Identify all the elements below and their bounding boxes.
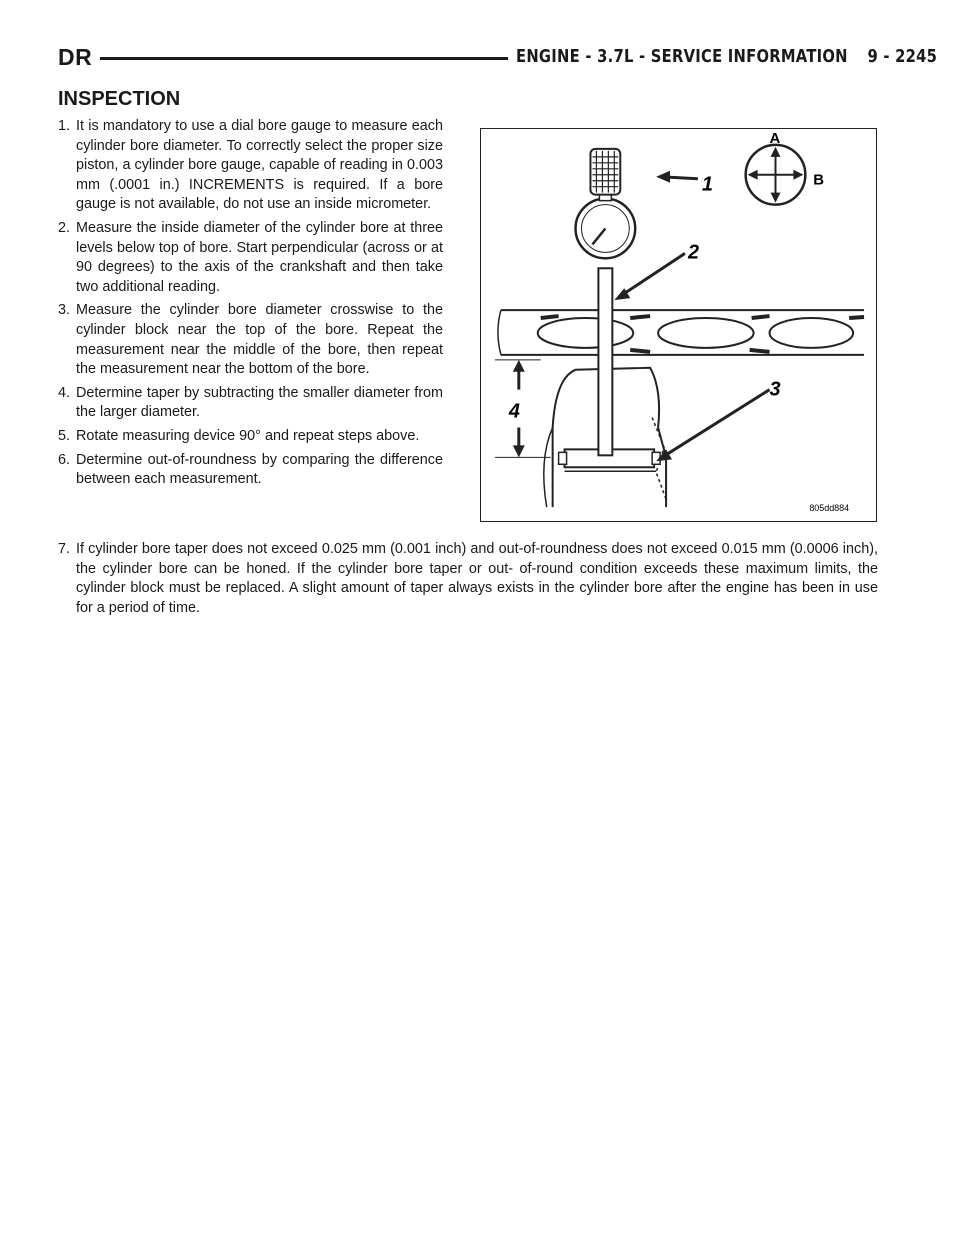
step-item (58, 451, 443, 490)
step-text: If cylinder bore taper does not exceed 0.025 mm (0.001 inch) and out-of-roundness does not exceed 0.015 mm (0.0006 inch), the cylinder bore can be honed. If the cylinder bore taper or out- of-round condition exceeds these maximum limits, the cylinder block must be replaced. A slight amount of taper always exists in the cylinder bore after the engine has been in use for a period of time. (76, 541, 878, 616)
header-page-number: 9 - 2245 (867, 46, 938, 67)
step-text: Determine out-of-roundness by comparing the difference between each measurement. (76, 451, 443, 488)
step-number: 7. (58, 541, 71, 557)
bore-gauge-figure (480, 128, 877, 522)
step-item (58, 427, 443, 447)
step-number: 6. (58, 451, 71, 468)
figure-label-b: B (813, 171, 825, 189)
callout-1: 1 (701, 173, 713, 196)
step-item (58, 301, 443, 379)
step-text: Determine taper by subtracting the smaller diameter from the larger diameter. (76, 384, 443, 421)
step-number: 4. (58, 384, 71, 401)
step-text: Measure the cylinder bore diameter crosswise to the cylinder block near the top of the bore. Repeat the measurement near the middle of the bore, then repeat the measurement near the bottom of the bore. (76, 302, 443, 378)
step-number: 1. (58, 118, 71, 134)
callout-4: 4 (508, 400, 520, 423)
step-text: Measure the inside diameter of the cylinder bore at three levels below top of bore. Start perpendicular (across or at 90 degrees) to the axis of the crankshaft and then take two additional reading. (76, 219, 443, 295)
figure-label-a: A (769, 129, 781, 147)
step-number: 2. (58, 219, 71, 236)
callout-2: 2 (687, 241, 700, 264)
inspection-steps (58, 117, 443, 494)
header-section: ENGINE - 3.7L - SERVICE INFORMATION (516, 46, 848, 67)
step-item (58, 384, 443, 423)
step-text: It is mandatory to use a dial bore gauge to measure each cylinder bore diameter. To correctly select the proper size piston, a cylinder bore gauge, capable of reading in 0.003 mm (.0001 in.) INCREMENTS is required. If a bore gauge is not available, do not use an inside micrometer. (76, 118, 443, 213)
step-item-wide (58, 540, 878, 618)
page-header (58, 44, 938, 74)
header-section-title (516, 46, 937, 67)
callout-3: 3 (769, 378, 781, 401)
step-item (58, 219, 443, 297)
step-text: Rotate measuring device 90° and repeat steps above. (76, 427, 420, 444)
bore-gauge-illustration (481, 129, 876, 521)
section-title: INSPECTION (58, 88, 181, 110)
header-rule (100, 57, 508, 60)
header-manual-code: DR (58, 44, 93, 70)
figure-id: 805dd884 (809, 503, 850, 514)
step-number: 3. (58, 302, 71, 319)
step-item (58, 117, 443, 215)
step-number: 5. (58, 427, 71, 444)
